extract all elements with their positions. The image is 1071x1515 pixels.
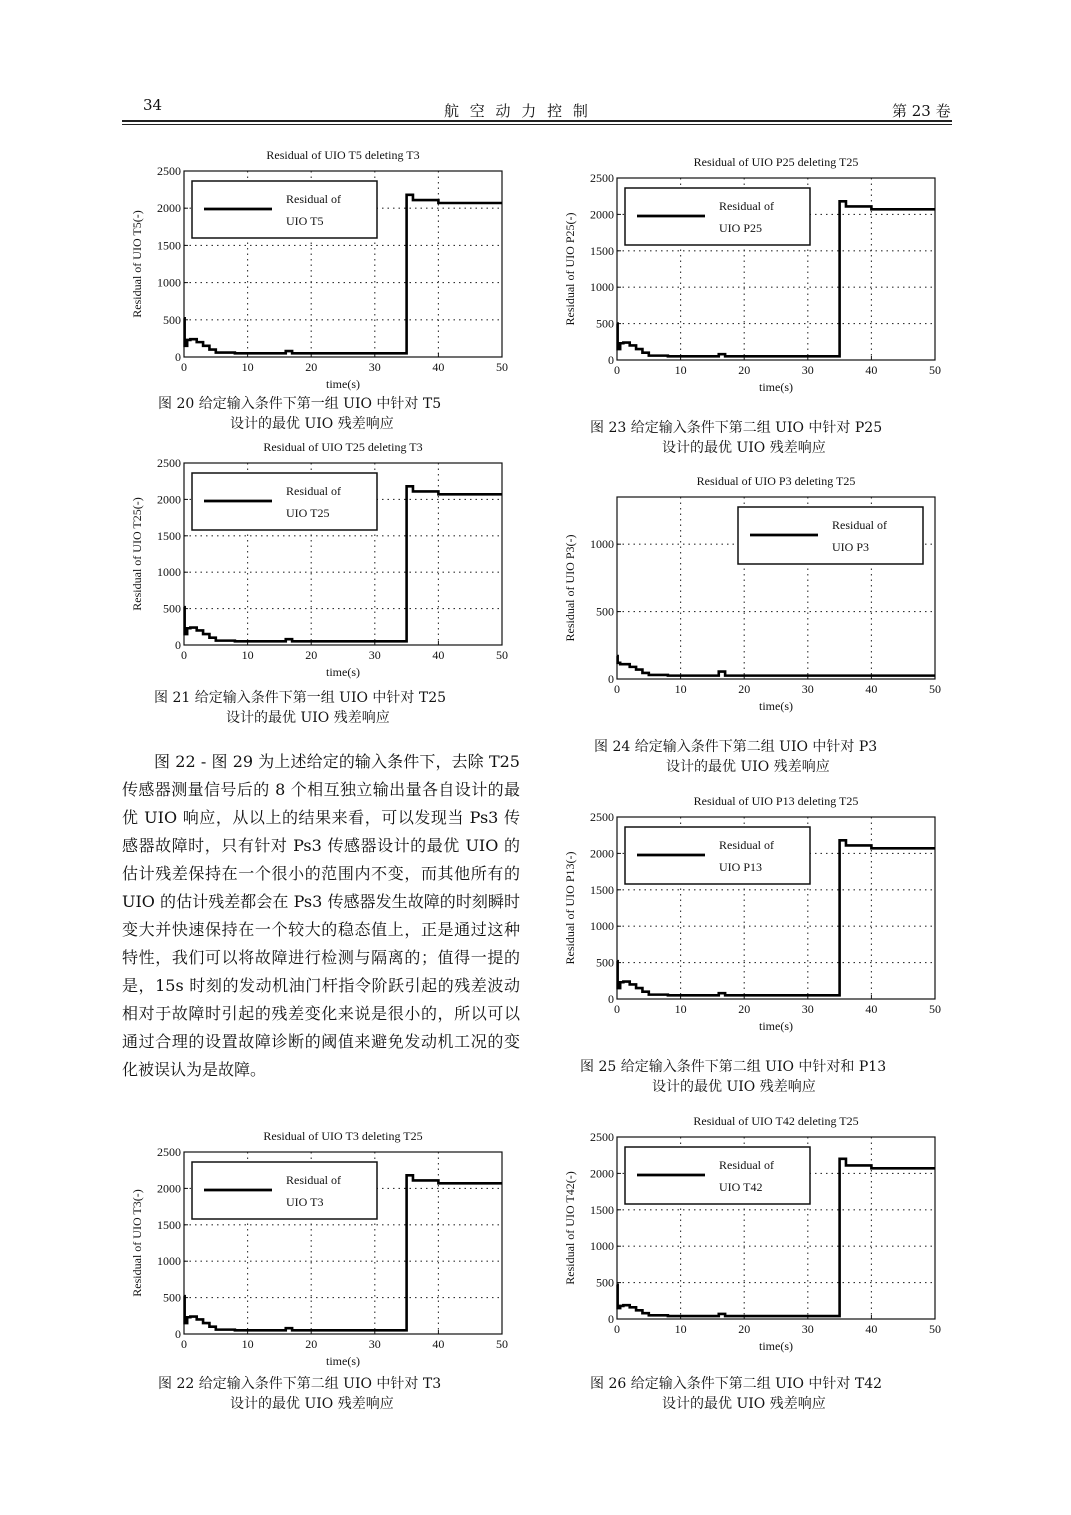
chart-fig25 <box>555 791 975 1039</box>
caption-line: 设计的最优 UIO 残差响应 <box>230 1396 394 1412</box>
legend-label: Residual of <box>832 518 887 532</box>
x-tick-label: 30 <box>801 1002 814 1016</box>
x-tick-label: 20 <box>305 648 318 662</box>
y-tick-label: 0 <box>608 672 614 686</box>
y-tick-label: 2500 <box>157 1145 181 1159</box>
x-tick-label: 30 <box>368 1337 381 1351</box>
caption-fig24 <box>594 737 877 777</box>
caption-line: 图 20 给定输入条件下第一组 UIO 中针对 T5 <box>158 396 442 412</box>
x-tick-label: 20 <box>738 363 751 377</box>
legend-label: UIO P3 <box>832 540 870 554</box>
x-tick-label: 20 <box>738 1002 751 1016</box>
x-tick-label: 10 <box>241 1337 254 1351</box>
chart-fig20 <box>122 145 542 397</box>
chart-title: Residual of UIO T25 deleting T3 <box>263 440 423 454</box>
y-axis-label: Residual of UIO T42(-) <box>563 1171 577 1285</box>
y-tick-label: 2500 <box>157 164 181 178</box>
y-axis-label: Residual of UIO T5(-) <box>130 210 144 318</box>
header-rule-thin <box>122 124 952 125</box>
x-tick-label: 10 <box>674 1322 687 1336</box>
x-tick-label: 0 <box>614 682 620 696</box>
caption-line: 设计的最优 UIO 残差响应 <box>652 1079 816 1095</box>
x-tick-label: 0 <box>614 1002 620 1016</box>
y-tick-label: 500 <box>163 312 181 327</box>
y-tick-label: 2500 <box>590 1130 614 1144</box>
x-tick-label: 10 <box>241 360 254 374</box>
caption-fig21 <box>154 688 446 728</box>
caption-line: 设计的最优 UIO 残差响应 <box>230 416 394 432</box>
body-paragraph: 图 22 - 图 29 为上述给定的输入条件下，去除 T25 传感器测量信号后的 8 个相互独立输出量各自设计的最优 UIO 响应，从以上的结果来看，可以发现当 Ps3 传感器故障时，只有针对 Ps3 传感器设计的最优 UIO 的估计残差保持在一个很小的范围内不变，而其他所有的 UIO 的估计残差都会在 Ps3 传感器发生故障的时刻瞬时变大并快速保持在一个较大的稳态值上，正是通过这种特性，我们可以将故障进行检测与隔离的；值得一提的是，15s 时刻的发动机油门杆指令阶跃引起的残差波动相对于故障时引起的残差变化来说是很小的，所以可以通过合理的设置故障诊断的阈值来避免发动机工况的变化被误认为是故障。 <box>122 752 520 1079</box>
x-tick-label: 50 <box>929 682 941 696</box>
x-axis-label: time(s) <box>326 665 360 679</box>
y-tick-label: 500 <box>596 1275 614 1290</box>
y-axis-label: Residual of UIO T3(-) <box>130 1189 144 1297</box>
y-tick-label: 1000 <box>590 1239 614 1254</box>
y-tick-label: 1500 <box>590 882 614 897</box>
x-tick-label: 0 <box>181 1337 187 1351</box>
legend-label: Residual of <box>286 484 341 498</box>
caption-line: 图 25 给定输入条件下第二组 UIO 中针对和 P13 <box>580 1059 887 1075</box>
x-tick-label: 40 <box>865 363 878 377</box>
legend-label: UIO T42 <box>719 1180 763 1194</box>
x-tick-label: 50 <box>929 363 941 377</box>
x-tick-label: 50 <box>929 1322 941 1336</box>
y-tick-label: 0 <box>608 992 614 1006</box>
x-tick-label: 50 <box>496 648 508 662</box>
x-tick-label: 20 <box>305 1337 318 1351</box>
x-axis-label: time(s) <box>759 380 793 394</box>
x-tick-label: 30 <box>801 682 814 696</box>
y-tick-label: 500 <box>596 604 614 619</box>
x-tick-label: 50 <box>929 1002 941 1016</box>
caption-line: 设计的最优 UIO 残差响应 <box>666 759 830 775</box>
y-tick-label: 0 <box>175 350 181 364</box>
caption-fig23 <box>590 418 882 458</box>
y-tick-label: 1500 <box>157 528 181 543</box>
y-tick-label: 2000 <box>157 1181 181 1196</box>
caption-line: 图 23 给定输入条件下第二组 UIO 中针对 P25 <box>590 420 883 436</box>
chart-fig22 <box>122 1126 542 1374</box>
y-tick-label: 2000 <box>590 846 614 861</box>
caption-line: 图 26 给定输入条件下第二组 UIO 中针对 T42 <box>590 1376 883 1392</box>
y-axis-label: Residual of UIO P25(-) <box>563 212 577 326</box>
x-tick-label: 10 <box>241 648 254 662</box>
y-axis-label: Residual of UIO T25(-) <box>130 497 144 611</box>
legend-label: UIO T5 <box>286 214 324 228</box>
x-axis-label: time(s) <box>759 1019 793 1033</box>
y-tick-label: 2000 <box>590 207 614 222</box>
x-tick-label: 50 <box>496 1337 508 1351</box>
chart-title: Residual of UIO P3 deleting T25 <box>696 474 856 488</box>
x-tick-label: 20 <box>738 1322 751 1336</box>
chart-fig21 <box>122 437 542 685</box>
legend-label: UIO T3 <box>286 1195 324 1209</box>
y-tick-label: 0 <box>175 1327 181 1341</box>
chart-title: Residual of UIO T42 deleting T25 <box>693 1114 859 1128</box>
caption-line: 图 22 给定输入条件下第二组 UIO 中针对 T3 <box>158 1376 442 1392</box>
y-tick-label: 1000 <box>157 1254 181 1269</box>
y-tick-label: 2500 <box>590 810 614 824</box>
x-tick-label: 0 <box>614 1322 620 1336</box>
y-tick-label: 500 <box>163 1290 181 1305</box>
y-tick-label: 1000 <box>590 537 614 552</box>
legend-label: UIO P13 <box>719 860 763 874</box>
y-tick-label: 1500 <box>590 1202 614 1217</box>
caption-line: 图 24 给定输入条件下第二组 UIO 中针对 P3 <box>594 739 878 755</box>
x-tick-label: 0 <box>181 648 187 662</box>
journal-title: 航 空 动 力 控 制 <box>444 102 591 120</box>
x-tick-label: 40 <box>865 1002 878 1016</box>
x-tick-label: 30 <box>801 1322 814 1336</box>
caption-fig22 <box>158 1374 441 1414</box>
x-tick-label: 0 <box>181 360 187 374</box>
y-tick-label: 2000 <box>590 1166 614 1181</box>
y-tick-label: 2500 <box>590 171 614 185</box>
x-axis-label: time(s) <box>759 699 793 713</box>
chart-fig23 <box>555 152 975 400</box>
y-tick-label: 1000 <box>590 919 614 934</box>
caption-fig20 <box>158 394 441 434</box>
legend-label: Residual of <box>719 199 774 213</box>
y-tick-label: 2500 <box>157 456 181 470</box>
chart-title: Residual of UIO P25 deleting T25 <box>693 155 859 169</box>
series-line <box>617 656 935 676</box>
x-tick-label: 10 <box>674 682 687 696</box>
legend-label: Residual of <box>719 1158 774 1172</box>
volume-label: 第 23 卷 <box>892 102 951 120</box>
y-tick-label: 1000 <box>157 275 181 290</box>
y-axis-label: Residual of UIO P13(-) <box>563 851 577 965</box>
legend-label: Residual of <box>286 1173 341 1187</box>
header-rule <box>122 120 952 122</box>
caption-line: 设计的最优 UIO 残差响应 <box>226 710 390 726</box>
x-tick-label: 40 <box>432 360 445 374</box>
chart-title: Residual of UIO T5 deleting T3 <box>266 148 420 162</box>
y-tick-label: 1500 <box>157 1217 181 1232</box>
caption-fig25 <box>580 1057 886 1097</box>
x-tick-label: 10 <box>674 363 687 377</box>
x-tick-label: 40 <box>865 1322 878 1336</box>
y-tick-label: 1500 <box>590 243 614 258</box>
legend-label: Residual of <box>719 838 774 852</box>
legend-label: UIO T25 <box>286 506 330 520</box>
y-tick-label: 0 <box>608 1312 614 1326</box>
chart-title: Residual of UIO P13 deleting T25 <box>693 794 859 808</box>
x-tick-label: 40 <box>432 648 445 662</box>
x-tick-label: 10 <box>674 1002 687 1016</box>
x-tick-label: 40 <box>432 1337 445 1351</box>
chart-title: Residual of UIO T3 deleting T25 <box>263 1129 423 1143</box>
x-tick-label: 30 <box>801 363 814 377</box>
x-axis-label: time(s) <box>759 1339 793 1353</box>
y-tick-label: 0 <box>175 638 181 652</box>
x-tick-label: 50 <box>496 360 508 374</box>
x-tick-label: 40 <box>865 682 878 696</box>
y-tick-label: 2000 <box>157 492 181 507</box>
caption-fig26 <box>590 1374 882 1414</box>
caption-line: 图 21 给定输入条件下第一组 UIO 中针对 T25 <box>154 690 447 706</box>
x-tick-label: 30 <box>368 648 381 662</box>
y-tick-label: 500 <box>163 601 181 616</box>
y-tick-label: 1000 <box>590 280 614 295</box>
y-tick-label: 2000 <box>157 201 181 216</box>
x-tick-label: 0 <box>614 363 620 377</box>
x-axis-label: time(s) <box>326 377 360 391</box>
y-tick-label: 1500 <box>157 238 181 253</box>
y-tick-label: 1000 <box>157 565 181 580</box>
y-tick-label: 500 <box>596 316 614 331</box>
x-axis-label: time(s) <box>326 1354 360 1368</box>
y-tick-label: 0 <box>608 353 614 367</box>
page-number: 34 <box>143 96 163 114</box>
legend-label: UIO P25 <box>719 221 763 235</box>
x-tick-label: 20 <box>738 682 751 696</box>
caption-line: 设计的最优 UIO 残差响应 <box>662 1396 826 1412</box>
caption-line: 设计的最优 UIO 残差响应 <box>662 440 826 456</box>
y-tick-label: 500 <box>596 955 614 970</box>
legend-label: Residual of <box>286 192 341 206</box>
chart-fig26 <box>555 1111 975 1359</box>
y-axis-label: Residual of UIO P3(-) <box>563 534 577 642</box>
x-tick-label: 20 <box>305 360 318 374</box>
x-tick-label: 30 <box>368 360 381 374</box>
chart-fig24 <box>555 471 975 719</box>
